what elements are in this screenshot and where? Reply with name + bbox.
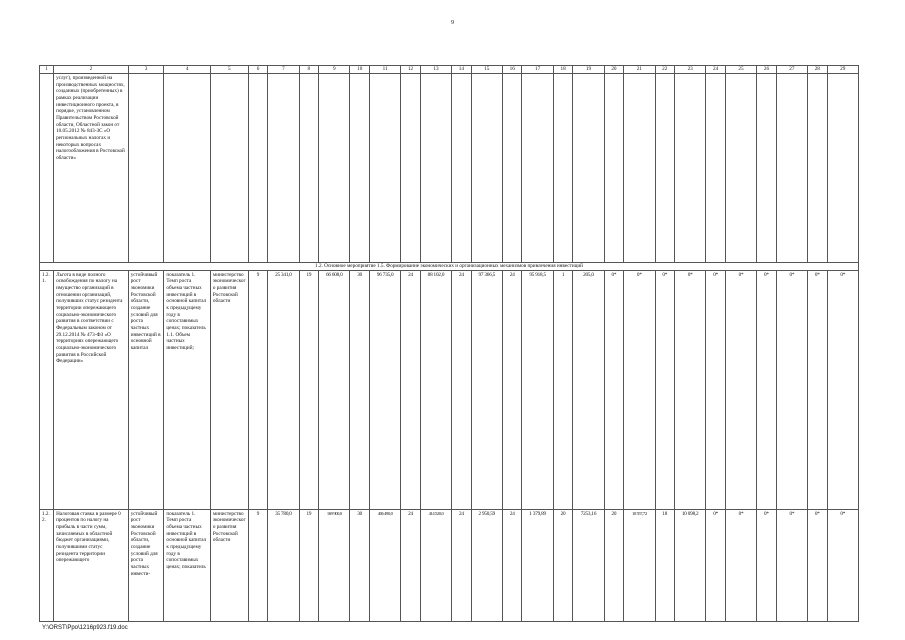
column-number: 7 xyxy=(268,66,299,74)
measure-curator: министерство экономического развития Ростовской области xyxy=(210,270,248,509)
value-cell: 10 557,72 xyxy=(624,509,655,621)
column-number: 22 xyxy=(655,66,674,74)
value-cell: 414 520,0 xyxy=(420,509,451,621)
value-cell: 0* xyxy=(624,270,655,509)
column-number: 5 xyxy=(210,66,248,74)
column-number: 4 xyxy=(164,66,211,74)
column-number: 6 xyxy=(248,66,267,74)
measure-goal: устойчивый рост экономики Ростовской области, создание условий для роста частных инвестиций в основной капитал xyxy=(128,270,164,509)
file-path-footer: Y:\ORST\Ppo\1216p923.f19.doc xyxy=(42,625,128,631)
table-row xyxy=(40,509,859,621)
value-cell: 25 341,0 xyxy=(268,270,299,509)
measure-name: услуг), произведенной на производственных мощностях, созданных (приобретенных) в рамках реализации инвестиционного проекта, в порядке, установленном Правительством Ростовской области, Областной закон от 10.05.2012 № 843-ЗС «О региональных налогах и некоторых вопросах налогообложения в Ростовской области» xyxy=(54,74,129,263)
row-code xyxy=(40,74,54,263)
column-number: 11 xyxy=(369,66,400,74)
column-number: 18 xyxy=(553,66,572,74)
column-number: 8 xyxy=(299,66,318,74)
column-number: 2 xyxy=(54,66,129,74)
value-cell: 30 xyxy=(350,509,369,621)
column-number: 17 xyxy=(522,66,553,74)
section-subheading: 1.2. Основное мероприятие 1.5. Формирование экономических и организационных механизмов привлечения инвестиций xyxy=(40,263,859,271)
section-subheading-row xyxy=(40,263,859,271)
table-row xyxy=(40,74,859,263)
value-cell: 96 735,0 xyxy=(369,270,400,509)
column-number: 26 xyxy=(757,66,776,74)
column-number: 12 xyxy=(401,66,420,74)
value-cell: 406 490,0 xyxy=(369,509,400,621)
value-cell: 0* xyxy=(757,270,776,509)
value-cell: 205,0 xyxy=(573,270,604,509)
value-cell: 0* xyxy=(706,509,725,621)
value-cell: 0* xyxy=(776,270,807,509)
measure-indicator: показатель 1. Темп роста объема частных инвестиций в основной капитал к предыдущему году в сопоставимых ценах; показатель xyxy=(164,509,211,621)
value-cell: 0* xyxy=(725,509,756,621)
column-number: 29 xyxy=(827,66,858,74)
column-number: 9 xyxy=(319,66,350,74)
column-number: 16 xyxy=(502,66,521,74)
value-cell: 19 xyxy=(299,509,318,621)
column-number: 20 xyxy=(604,66,623,74)
value-cell: 0* xyxy=(827,270,858,509)
value-cell: 0* xyxy=(808,270,827,509)
value-cell: 0* xyxy=(776,509,807,621)
value-cell: 20 xyxy=(553,509,572,621)
value-cell: 20 xyxy=(604,509,623,621)
value-cell: 24 xyxy=(502,270,521,509)
table-row xyxy=(40,270,859,509)
column-number: 15 xyxy=(471,66,502,74)
value-cell: 7253,16 xyxy=(573,509,604,621)
column-number: 24 xyxy=(706,66,725,74)
value-cell: 24 xyxy=(401,270,420,509)
column-number: 27 xyxy=(776,66,807,74)
column-number: 19 xyxy=(573,66,604,74)
value-cell: 1 379,89 xyxy=(522,509,553,621)
value-cell: 2 950,59 xyxy=(471,509,502,621)
page-number: 9 xyxy=(451,20,454,26)
measures-table xyxy=(39,65,859,622)
column-number: 10 xyxy=(350,66,369,74)
column-number: 28 xyxy=(808,66,827,74)
value-cell: 30 xyxy=(350,270,369,509)
value-cell: 0* xyxy=(757,509,776,621)
measure-name: Льгота в виде полного освобождения по налогу на имущество организаций в отношении организаций, получивших статус резидента территории опережающего социально-экономического развития в соответствии с Федеральным законом от 29.12.2014 № 473-ФЗ «О территориях опережающего социально-экономического развития в Российской Федерации» xyxy=(54,270,129,509)
column-number: 1 xyxy=(40,66,54,74)
value-cell: 24 xyxy=(452,509,471,621)
measure-indicator: показатель 1. Темп роста объема частных инвестиций в основной капитал к предыдущему году в сопоставимых ценах; показатель 1.1. Объем частных инвестиций; xyxy=(164,270,211,509)
measure-curator: министерство экономического развития Ростовской области xyxy=(210,509,248,621)
value-cell: 10 098,2 xyxy=(674,509,705,621)
measure-name: Налоговая ставка в размере 0 процентов по налогу на прибыль в части сумм, зачисляемых в областной бюджет организациями, получившими статус резидента территории опережающего xyxy=(54,509,129,621)
value-cell: 24 xyxy=(401,509,420,621)
value-cell: 0* xyxy=(827,509,858,621)
column-number: 13 xyxy=(420,66,451,74)
column-number-row xyxy=(40,66,859,74)
value-cell: 0* xyxy=(655,270,674,509)
value-cell: 9 xyxy=(248,509,267,621)
value-cell: 95 918,5 xyxy=(522,270,553,509)
value-cell: 0* xyxy=(725,270,756,509)
value-cell: 169 900,0 xyxy=(319,509,350,621)
value-cell: 18 xyxy=(655,509,674,621)
value-cell: 1 xyxy=(553,270,572,509)
value-cell: 97 366,5 xyxy=(471,270,502,509)
value-cell: 0* xyxy=(706,270,725,509)
row-code: 1.2.1. xyxy=(40,270,54,509)
column-number: 21 xyxy=(624,66,655,74)
value-cell: 0* xyxy=(674,270,705,509)
value-cell: 19 xyxy=(299,270,318,509)
value-cell: 0* xyxy=(604,270,623,509)
column-number: 3 xyxy=(128,66,164,74)
row-code: 1.2.2. xyxy=(40,509,54,621)
value-cell: 35 780,0 xyxy=(268,509,299,621)
value-cell: 24 xyxy=(502,509,521,621)
column-number: 23 xyxy=(674,66,705,74)
value-cell: 24 xyxy=(452,270,471,509)
measure-goal: устойчивый рост экономики Ростовской области, создание условий для роста частных инвести- xyxy=(128,509,164,621)
value-cell: 88 102,0 xyxy=(420,270,451,509)
column-number: 14 xyxy=(452,66,471,74)
value-cell: 66 608,0 xyxy=(319,270,350,509)
column-number: 25 xyxy=(725,66,756,74)
value-cell: 9 xyxy=(248,270,267,509)
value-cell: 0* xyxy=(808,509,827,621)
